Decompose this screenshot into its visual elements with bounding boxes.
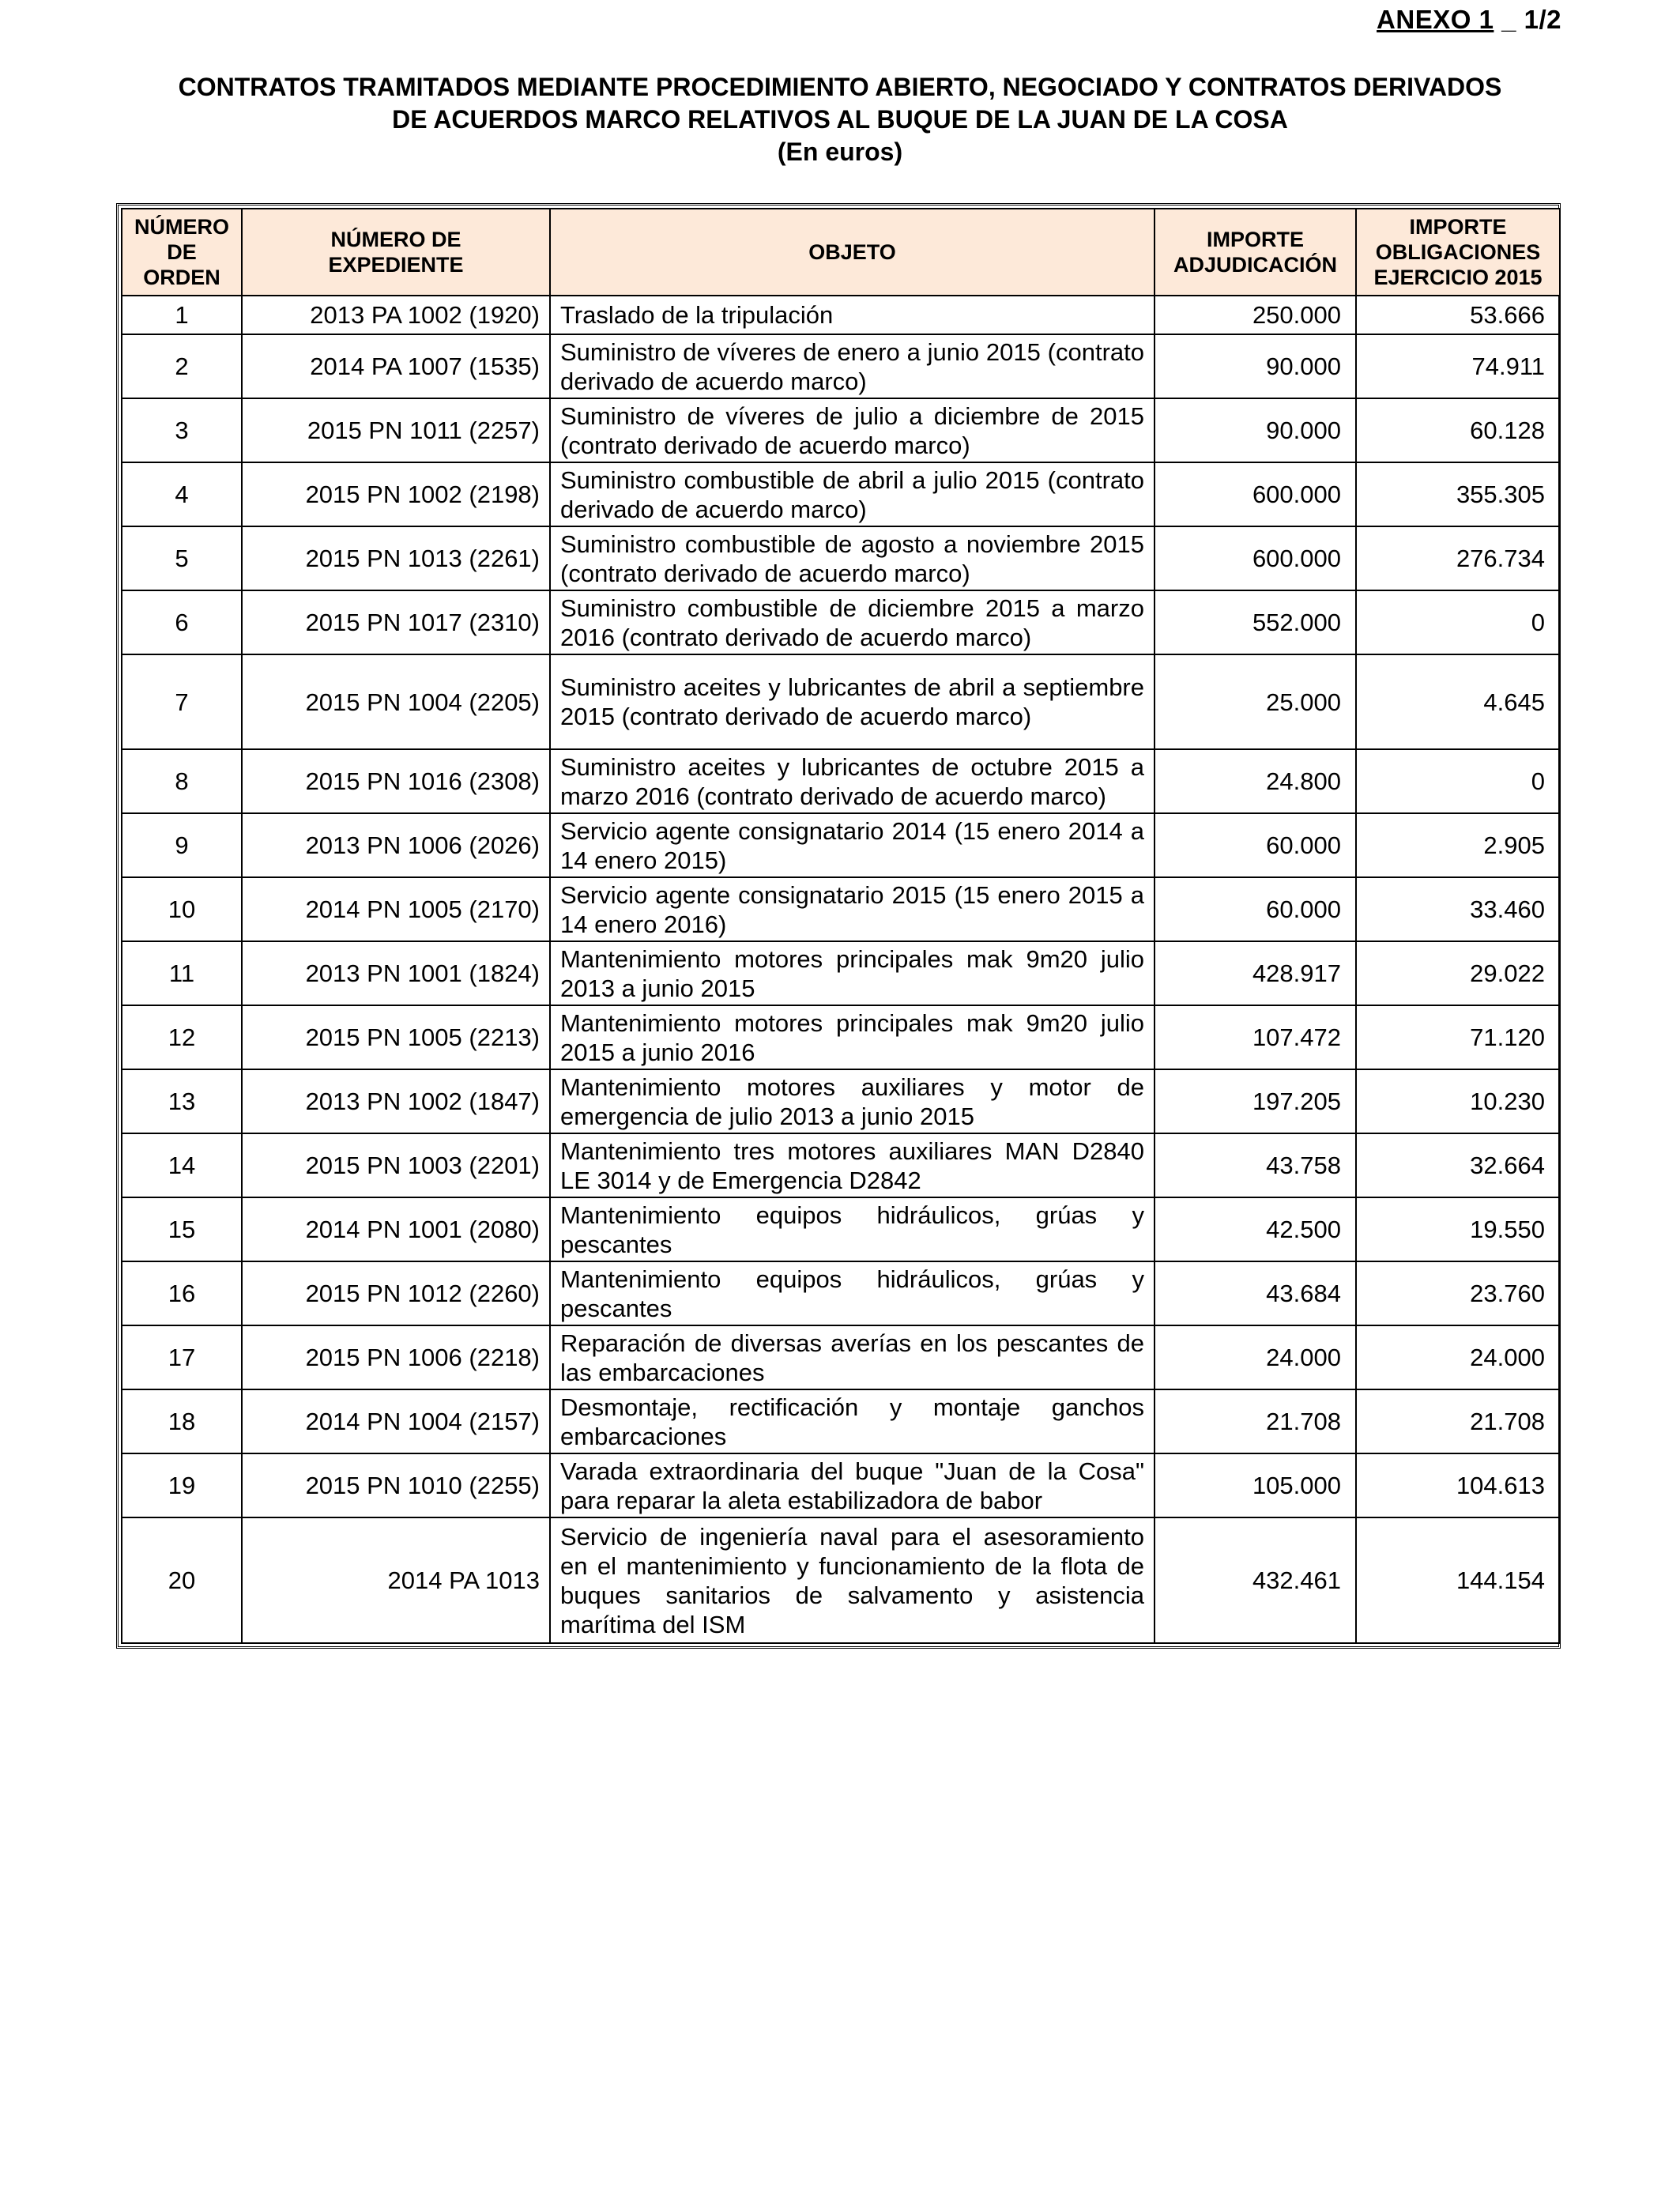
cell-objeto: Mantenimiento tres motores auxiliares MAN D2840 LE 3014 y de Emergencia D2842 [550, 1133, 1155, 1197]
cell-objeto: Traslado de la tripulación [550, 296, 1155, 334]
cell-adjudicacion: 107.472 [1155, 1005, 1356, 1069]
table-row [122, 654, 1560, 749]
cell-orden: 17 [122, 1325, 242, 1389]
table-row [122, 1453, 1560, 1517]
cell-obligaciones: 23.760 [1356, 1261, 1560, 1325]
cell-orden: 14 [122, 1133, 242, 1197]
table-row [122, 398, 1560, 462]
cell-expediente: 2015 PN 1012 (2260) [242, 1261, 550, 1325]
cell-objeto: Mantenimiento motores principales mak 9m20 julio 2015 a junio 2016 [550, 1005, 1155, 1069]
cell-adjudicacion: 24.000 [1155, 1325, 1356, 1389]
table-row [122, 334, 1560, 398]
cell-adjudicacion: 432.461 [1155, 1517, 1356, 1643]
cell-expediente: 2014 PN 1005 (2170) [242, 877, 550, 941]
cell-obligaciones: 276.734 [1356, 526, 1560, 590]
cell-objeto: Mantenimiento equipos hidráulicos, grúas y pescantes [550, 1197, 1155, 1261]
cell-obligaciones: 0 [1356, 749, 1560, 813]
table-row [122, 749, 1560, 813]
cell-objeto: Servicio agente consignatario 2015 (15 enero 2015 a 14 enero 2016) [550, 877, 1155, 941]
table-row [122, 1133, 1560, 1197]
cell-obligaciones: 71.120 [1356, 1005, 1560, 1069]
cell-obligaciones: 2.905 [1356, 813, 1560, 877]
document-title [0, 71, 1680, 168]
table-header-row [122, 209, 1560, 296]
cell-objeto: Reparación de diversas averías en los pescantes de las embarcaciones [550, 1325, 1155, 1389]
cell-expediente: 2014 PN 1004 (2157) [242, 1389, 550, 1453]
contracts-table-frame [116, 203, 1561, 1649]
title-line-3: (En euros) [777, 138, 903, 166]
cell-obligaciones: 21.708 [1356, 1389, 1560, 1453]
cell-orden: 5 [122, 526, 242, 590]
cell-objeto: Suministro de víveres de enero a junio 2015 (contrato derivado de acuerdo marco) [550, 334, 1155, 398]
cell-orden: 8 [122, 749, 242, 813]
cell-obligaciones: 4.645 [1356, 654, 1560, 749]
cell-adjudicacion: 600.000 [1155, 526, 1356, 590]
cell-expediente: 2015 PN 1003 (2201) [242, 1133, 550, 1197]
cell-adjudicacion: 21.708 [1155, 1389, 1356, 1453]
header-objeto: OBJETO [550, 209, 1155, 296]
annex-separator: _ [1494, 5, 1524, 34]
cell-obligaciones: 10.230 [1356, 1069, 1560, 1133]
table-row [122, 877, 1560, 941]
cell-objeto: Servicio agente consignatario 2014 (15 enero 2014 a 14 enero 2015) [550, 813, 1155, 877]
cell-adjudicacion: 24.800 [1155, 749, 1356, 813]
cell-orden: 3 [122, 398, 242, 462]
cell-objeto: Suministro combustible de abril a julio 2015 (contrato derivado de acuerdo marco) [550, 462, 1155, 526]
cell-expediente: 2013 PN 1001 (1824) [242, 941, 550, 1005]
cell-orden: 11 [122, 941, 242, 1005]
table-row [122, 941, 1560, 1005]
cell-obligaciones: 104.613 [1356, 1453, 1560, 1517]
table-body [122, 296, 1560, 1643]
cell-orden: 20 [122, 1517, 242, 1643]
cell-objeto: Suministro de víveres de julio a diciembre de 2015 (contrato derivado de acuerdo marco) [550, 398, 1155, 462]
title-line-1: CONTRATOS TRAMITADOS MEDIANTE PROCEDIMIENTO ABIERTO, NEGOCIADO Y CONTRATOS DERIVADOS [178, 73, 1502, 101]
table-row [122, 1261, 1560, 1325]
cell-adjudicacion: 600.000 [1155, 462, 1356, 526]
cell-adjudicacion: 25.000 [1155, 654, 1356, 749]
cell-adjudicacion: 60.000 [1155, 813, 1356, 877]
cell-adjudicacion: 428.917 [1155, 941, 1356, 1005]
header-adjudicacion: IMPORTE ADJUDICACIÓN [1155, 209, 1356, 296]
cell-obligaciones: 0 [1356, 590, 1560, 654]
cell-expediente: 2014 PA 1007 (1535) [242, 334, 550, 398]
cell-expediente: 2013 PN 1002 (1847) [242, 1069, 550, 1133]
cell-adjudicacion: 43.684 [1155, 1261, 1356, 1325]
cell-expediente: 2014 PN 1001 (2080) [242, 1197, 550, 1261]
cell-orden: 13 [122, 1069, 242, 1133]
table-row [122, 813, 1560, 877]
table-row [122, 462, 1560, 526]
table-row [122, 296, 1560, 334]
cell-expediente: 2015 PN 1006 (2218) [242, 1325, 550, 1389]
cell-objeto: Varada extraordinaria del buque "Juan de la Cosa" para reparar la aleta estabilizadora de babor [550, 1453, 1155, 1517]
cell-orden: 15 [122, 1197, 242, 1261]
cell-expediente: 2014 PA 1013 [242, 1517, 550, 1643]
cell-adjudicacion: 105.000 [1155, 1453, 1356, 1517]
cell-expediente: 2015 PN 1004 (2205) [242, 654, 550, 749]
cell-orden: 16 [122, 1261, 242, 1325]
cell-adjudicacion: 90.000 [1155, 398, 1356, 462]
cell-obligaciones: 74.911 [1356, 334, 1560, 398]
cell-obligaciones: 53.666 [1356, 296, 1560, 334]
cell-objeto: Mantenimiento motores principales mak 9m20 julio 2013 a junio 2015 [550, 941, 1155, 1005]
cell-objeto: Mantenimiento motores auxiliares y motor de emergencia de julio 2013 a junio 2015 [550, 1069, 1155, 1133]
annex-page: 1/2 [1524, 5, 1561, 34]
cell-adjudicacion: 43.758 [1155, 1133, 1356, 1197]
cell-expediente: 2015 PN 1013 (2261) [242, 526, 550, 590]
cell-adjudicacion: 250.000 [1155, 296, 1356, 334]
cell-orden: 7 [122, 654, 242, 749]
cell-objeto: Suministro combustible de agosto a noviembre 2015 (contrato derivado de acuerdo marco) [550, 526, 1155, 590]
cell-objeto: Suministro aceites y lubricantes de octubre 2015 a marzo 2016 (contrato derivado de acuerdo marco) [550, 749, 1155, 813]
cell-expediente: 2013 PN 1006 (2026) [242, 813, 550, 877]
cell-obligaciones: 32.664 [1356, 1133, 1560, 1197]
table-row [122, 1517, 1560, 1643]
table-row [122, 526, 1560, 590]
cell-expediente: 2015 PN 1016 (2308) [242, 749, 550, 813]
cell-expediente: 2015 PN 1010 (2255) [242, 1453, 550, 1517]
cell-obligaciones: 144.154 [1356, 1517, 1560, 1643]
cell-orden: 10 [122, 877, 242, 941]
cell-obligaciones: 60.128 [1356, 398, 1560, 462]
table-row [122, 1069, 1560, 1133]
cell-adjudicacion: 60.000 [1155, 877, 1356, 941]
contracts-table [121, 208, 1561, 1644]
cell-adjudicacion: 197.205 [1155, 1069, 1356, 1133]
cell-orden: 4 [122, 462, 242, 526]
cell-orden: 2 [122, 334, 242, 398]
cell-orden: 6 [122, 590, 242, 654]
cell-adjudicacion: 42.500 [1155, 1197, 1356, 1261]
cell-obligaciones: 33.460 [1356, 877, 1560, 941]
cell-objeto: Mantenimiento equipos hidráulicos, grúas y pescantes [550, 1261, 1155, 1325]
cell-orden: 1 [122, 296, 242, 334]
cell-obligaciones: 29.022 [1356, 941, 1560, 1005]
cell-adjudicacion: 90.000 [1155, 334, 1356, 398]
header-obligaciones: IMPORTE OBLIGACIONES EJERCICIO 2015 [1356, 209, 1560, 296]
cell-obligaciones: 355.305 [1356, 462, 1560, 526]
annex-number: ANEXO 1 [1377, 5, 1494, 34]
cell-objeto: Desmontaje, rectificación y montaje ganchos embarcaciones [550, 1389, 1155, 1453]
cell-objeto: Suministro combustible de diciembre 2015 a marzo 2016 (contrato derivado de acuerdo marco) [550, 590, 1155, 654]
header-expediente: NÚMERO DE EXPEDIENTE [242, 209, 550, 296]
cell-orden: 12 [122, 1005, 242, 1069]
table-row [122, 1389, 1560, 1453]
table-row [122, 1197, 1560, 1261]
table-row [122, 590, 1560, 654]
cell-orden: 19 [122, 1453, 242, 1517]
cell-obligaciones: 19.550 [1356, 1197, 1560, 1261]
annex-label [1377, 5, 1561, 35]
cell-expediente: 2015 PN 1005 (2213) [242, 1005, 550, 1069]
cell-orden: 18 [122, 1389, 242, 1453]
cell-orden: 9 [122, 813, 242, 877]
cell-expediente: 2015 PN 1002 (2198) [242, 462, 550, 526]
cell-objeto: Servicio de ingeniería naval para el asesoramiento en el mantenimiento y funcionamiento de la flota de buques sanitarios de salvamento y asistencia marítima del ISM [550, 1517, 1155, 1643]
header-orden: NÚMERO DE ORDEN [122, 209, 242, 296]
cell-expediente: 2013 PA 1002 (1920) [242, 296, 550, 334]
cell-adjudicacion: 552.000 [1155, 590, 1356, 654]
cell-expediente: 2015 PN 1011 (2257) [242, 398, 550, 462]
table-row [122, 1005, 1560, 1069]
table-row [122, 1325, 1560, 1389]
cell-objeto: Suministro aceites y lubricantes de abril a septiembre 2015 (contrato derivado de acuerdo marco) [550, 654, 1155, 749]
title-line-2: DE ACUERDOS MARCO RELATIVOS AL BUQUE DE LA JUAN DE LA COSA [392, 105, 1288, 134]
cell-expediente: 2015 PN 1017 (2310) [242, 590, 550, 654]
cell-obligaciones: 24.000 [1356, 1325, 1560, 1389]
